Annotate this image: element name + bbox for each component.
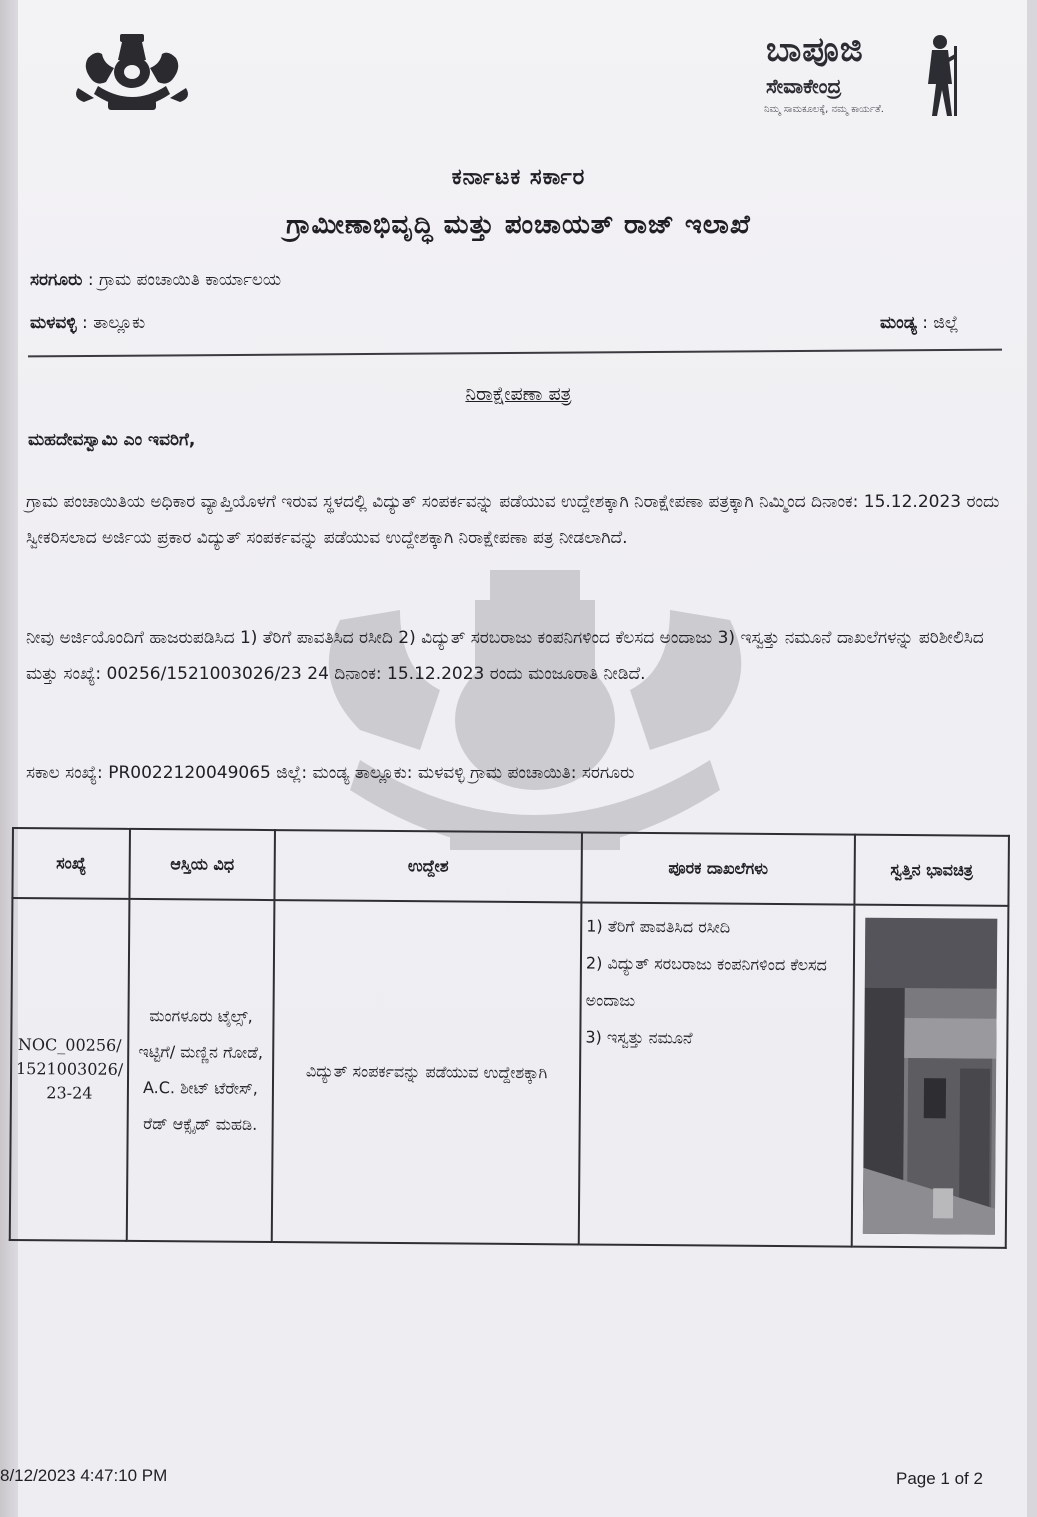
logo-tagline: ನಿಮ್ಮ ಸಾಮಕೂಲಕ್ಕೆ, ನಮ್ಮ ಕಾರ್ಯತೆ. [764, 104, 884, 115]
table-header-cell: ಆಸ್ತಿಯ ವಿಧ [129, 829, 275, 900]
office-name: ಸರಗೂರು [30, 270, 83, 290]
taluk-line [30, 313, 145, 333]
greeting-text: ಮಹದೇವಸ್ವಾಮಿ ಎಂ ಇವರಿಗೆ, [28, 430, 196, 450]
document-item: 3) ಇಸ್ವತ್ತು ನಮೂನೆ [585, 1027, 693, 1048]
district-line [880, 313, 959, 333]
logo-subtitle: ಸೇವಾಕೇಂದ್ರ [766, 74, 842, 98]
department-heading: ಗ್ರಾಮೀಣಾಭಿವೃದ್ಧಿ ಮತ್ತು ಪಂಚಾಯತ್ ರಾಜ್ ಇಲಾಖೆ [286, 210, 751, 240]
logo-title: ಬಾಪೂಜಿ [766, 30, 864, 70]
office-label: : ಗ್ರಾಮ ಪಂಚಾಯಿತಿ ಕಾರ್ಯಾಲಯ [82, 270, 282, 290]
table-header-cell: ಪೂರಕ ದಾಖಲೆಗಳು [581, 832, 855, 904]
taluk-name: ಮಳವಳ್ಳಿ [30, 313, 77, 333]
purpose-cell: ವಿದ್ಯುತ್ ಸಂಪರ್ಕವನ್ನು ಪಡೆಯುವ ಉದ್ದೇಶಕ್ಕಾಗಿ [272, 900, 582, 1244]
emblem-watermark-icon [300, 560, 770, 860]
sakala-line: ಸಕಾಲ ಸಂಖ್ಯೆ: PR0022120049065 ಜಿಲ್ಲೆ: ಮಂಡ್ಯ ತಾಲ್ಲೂಕು: ಮಳವಳ್ಳಿ ಗ್ರಾಮ ಪಂಚಾಯಿತಿ: ಸರಗೂರು [26, 763, 635, 783]
table-header-cell: ಸ್ವತ್ತಿನ ಭಾವಚಿತ್ರ [854, 835, 1009, 906]
bapuji-seva-kendra-logo [760, 30, 970, 122]
table-header-cell: ಸಂಖ್ಯೆ [12, 828, 130, 899]
table-header-row [12, 828, 1009, 906]
table-row [10, 898, 1009, 1248]
photo-cell [852, 905, 1009, 1248]
karnataka-emblem-icon [68, 28, 196, 116]
property-photo [863, 918, 997, 1235]
document-item: 2) ವಿದ್ಯುತ್ ಸರಬರಾಜು ಕಂಪನಿಗಳಿಂದ ಕೆಲಸದ ಅಂದಾಜು [585, 953, 827, 1010]
office-line [30, 270, 281, 290]
paragraph-1: ಗ್ರಾಮ ಪಂಚಾಯಿತಿಯ ಅಧಿಕಾರ ವ್ಯಾಪ್ತಿಯೊಳಗೆ ಇರುವ ಸ್ಥಳದಲ್ಲಿ ವಿದ್ಯುತ್ ಸಂಪರ್ಕವನ್ನು ಪಡೆಯುವ ಉದ್ದೇಶಕ್ಕಾಗಿ ನಿರಾಕ್ಷೇಪಣಾ ಪತ್ರಕ್ಕಾಗಿ ನಿಮ್ಮಿಂದ ದಿನಾಂಕ: 15.12.2023 ರಂದು ಸ್ವೀಕರಿಸಲಾದ ಅರ್ಜಿಯ ಪ್ರಕಾರ ವಿದ್ಯುತ್ ಸಂಪರ್ಕವನ್ನು ಪಡೆಯುವ ಉದ್ದೇಶಕ್ಕಾಗಿ ನಿರಾಕ್ಷೇಪಣಾ ಪತ್ರ ನೀಡಲಾಗಿದೆ. [26, 492, 1000, 548]
district-label: : ಜಿಲ್ಲೆ [916, 313, 959, 333]
property-type-cell: ಮಂಗಳೂರು ಟೈಲ್ಸ್, ಇಟ್ಟಿಗೆ/ ಮಣ್ಣಿನ ಗೋಡೆ, A.C. ಶೀಟ್ ಟೆರೇಸ್, ರೆಡ್ ಆಕ್ಸೈಡ್ ಮಹಡಿ. [127, 899, 275, 1242]
property-photo-image [863, 918, 997, 1235]
header-divider [28, 349, 1002, 358]
greeting [28, 430, 195, 450]
documents-cell [579, 902, 855, 1246]
document-title: ನಿರಾಕ್ಷೇಪಣಾ ಪತ್ರ [465, 383, 572, 405]
district-name: ಮಂಡ್ಯ [880, 313, 917, 333]
paragraph-2: ನೀವು ಅರ್ಜಿಯೊಂದಿಗೆ ಹಾಜರುಪಡಿಸಿದ 1) ತೆರಿಗೆ ಪಾವತಿಸಿದ ರಸೀದಿ 2) ವಿದ್ಯುತ್ ಸರಬರಾಜು ಕಂಪನಿಗಳಿಂದ ಕೆಲಸದ ಅಂದಾಜು 3) ಇಸ್ವತ್ತು ನಮೂನೆ ದಾಖಲೆಗಳನ್ನು ಪರಿಶೀಲಿಸಿದ ಮತ್ತು ಸಂಖ್ಯೆ: 00256/1521003026/23 24 ದಿನಾಂಕ: 15.12.2023 ರಂದು ಮಂಜೂರಾತಿ ನೀಡಿದೆ. [26, 628, 984, 684]
noc-number-cell: NOC_00256/1521003026/23-24 [10, 898, 130, 1241]
government-heading: ಕರ್ನಾಟಕ ಸರ್ಕಾರ [451, 165, 586, 190]
taluk-label: : ತಾಲ್ಲೂಕು [76, 313, 146, 333]
print-timestamp: 8/12/2023 4:47:10 PM [0, 1466, 168, 1485]
table-header-cell: ಉದ್ದೇಶ [274, 830, 582, 902]
page-number: Page 1 of 2 [896, 1469, 983, 1488]
document-item: 1) ತೆರಿಗೆ ಪಾವತಿಸಿದ ರಸೀದಿ [586, 916, 731, 937]
details-table [9, 827, 1010, 1249]
gandhi-figure-icon [918, 32, 964, 118]
